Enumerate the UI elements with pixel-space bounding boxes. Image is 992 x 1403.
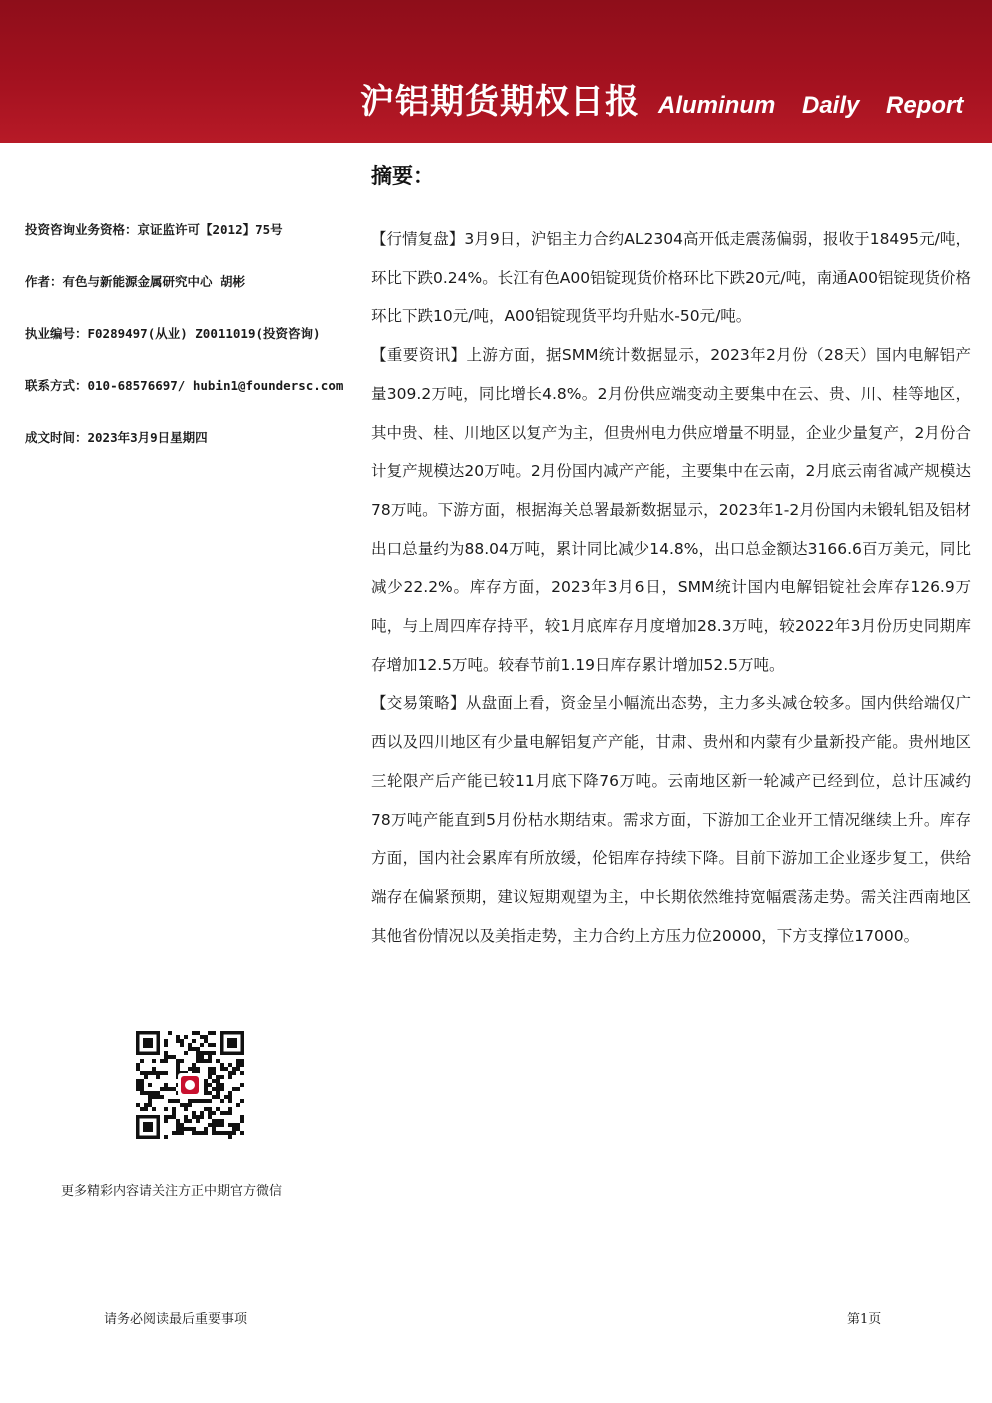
trading-strategy-text: 从盘面上看，资金呈小幅流出态势，主力多头减仓较多。国内供给端仅广西以及四川地区有少量电解铝复产产能，甘肃、贵州和内蒙有少量新投产能。贵州地区三轮限产后产能已较11月底下降76万吨。云南地区新一轮减产已经到位，总计压减约78万吨产能直到5月份枯水期结束。需求方面，下游加工企业开工情况继续上升。库存方面，国内社会累库有所放缓，伦铝库存持续下降。目前下游加工企业逐步复工，供给端存在偏紧预期，建议短期观望为主，中长期依然维持宽幅震荡走势。需关注西南地区其他省份情况以及美指走势，主力合约上方压力位20000，下方支撑位17000。 xyxy=(371,694,971,945)
footer-notice: 请务必阅读最后重要事项 xyxy=(104,1312,248,1327)
trading-strategy-paragraph xyxy=(371,684,971,955)
key-news-text: 上游方面，据SMM统计数据显示，2023年2月份（28天）国内电解铝产量309.2万吨，同比增长4.8%。2月份供应端变动主要集中在云、贵、川、桂等地区，其中贵、桂、川地区以复产为主，但贵州电力供应增量不明显，企业少量复产，2月份合计复产规模达20万吨。2月份国内减产产能，主要集中在云南，2月底云南省减产规模达78万吨。下游方面，根据海关总署最新数据显示，2023年1-2月份国内未锻轧铝及铝材出口总量约为88.04万吨，累计同比减少14.8%，出口总金额达3166.6百万美元，同比减少22.2%。库存方面，2023年3月6日，SMM统计国内电解铝锭社会库存126.9万吨，与上周四库存持平，较1月底库存月度增加28.3万吨，较2022年3月份历史同期库存增加12.5万吨。较春节前1.19日库存累计增加52.5万吨。 xyxy=(371,346,971,674)
qualification-line: 投资咨询业务资格：京证监许可【2012】75号 xyxy=(25,222,283,237)
author-info-sidebar xyxy=(25,220,355,480)
report-title-cn: 沪铝期货期权日报 xyxy=(360,82,640,122)
license-line: 执业编号：F0289497(从业) Z0011019(投资咨询) xyxy=(25,326,321,341)
key-news-paragraph xyxy=(371,336,971,684)
qr-code-icon xyxy=(134,1029,246,1141)
author-line: 作者：有色与新能源金属研究中心 胡彬 xyxy=(25,274,246,289)
summary-title: 摘要： xyxy=(371,164,434,188)
date-line: 成文时间：2023年3月9日星期四 xyxy=(25,430,208,445)
summary-section xyxy=(371,160,971,955)
key-news-tag: 【重要资讯】 xyxy=(371,346,467,365)
market-review-paragraph xyxy=(371,220,971,336)
contact-line: 联系方式：010-68576697/ hubin1@foundersc.com xyxy=(25,378,344,393)
market-review-tag: 【行情复盘】 xyxy=(371,230,465,248)
report-title-en: Aluminum Daily Report xyxy=(658,92,964,119)
qr-caption: 更多精彩内容请关注方正中期官方微信 xyxy=(61,1184,283,1199)
market-review-text: 3月9日，沪铝主力合约AL2304高开低走震荡偏弱，报收于18495元/吨，环比下跌0.24%。长江有色A00铝锭现货价格环比下跌20元/吨，南通A00铝锭现货价格环比下跌10元/吨，A00铝锭现货平均升贴水-50元/吨。 xyxy=(371,230,971,326)
report-title xyxy=(360,74,963,123)
page-number: 第1页 xyxy=(847,1312,882,1327)
trading-strategy-tag: 【交易策略】 xyxy=(371,694,466,713)
